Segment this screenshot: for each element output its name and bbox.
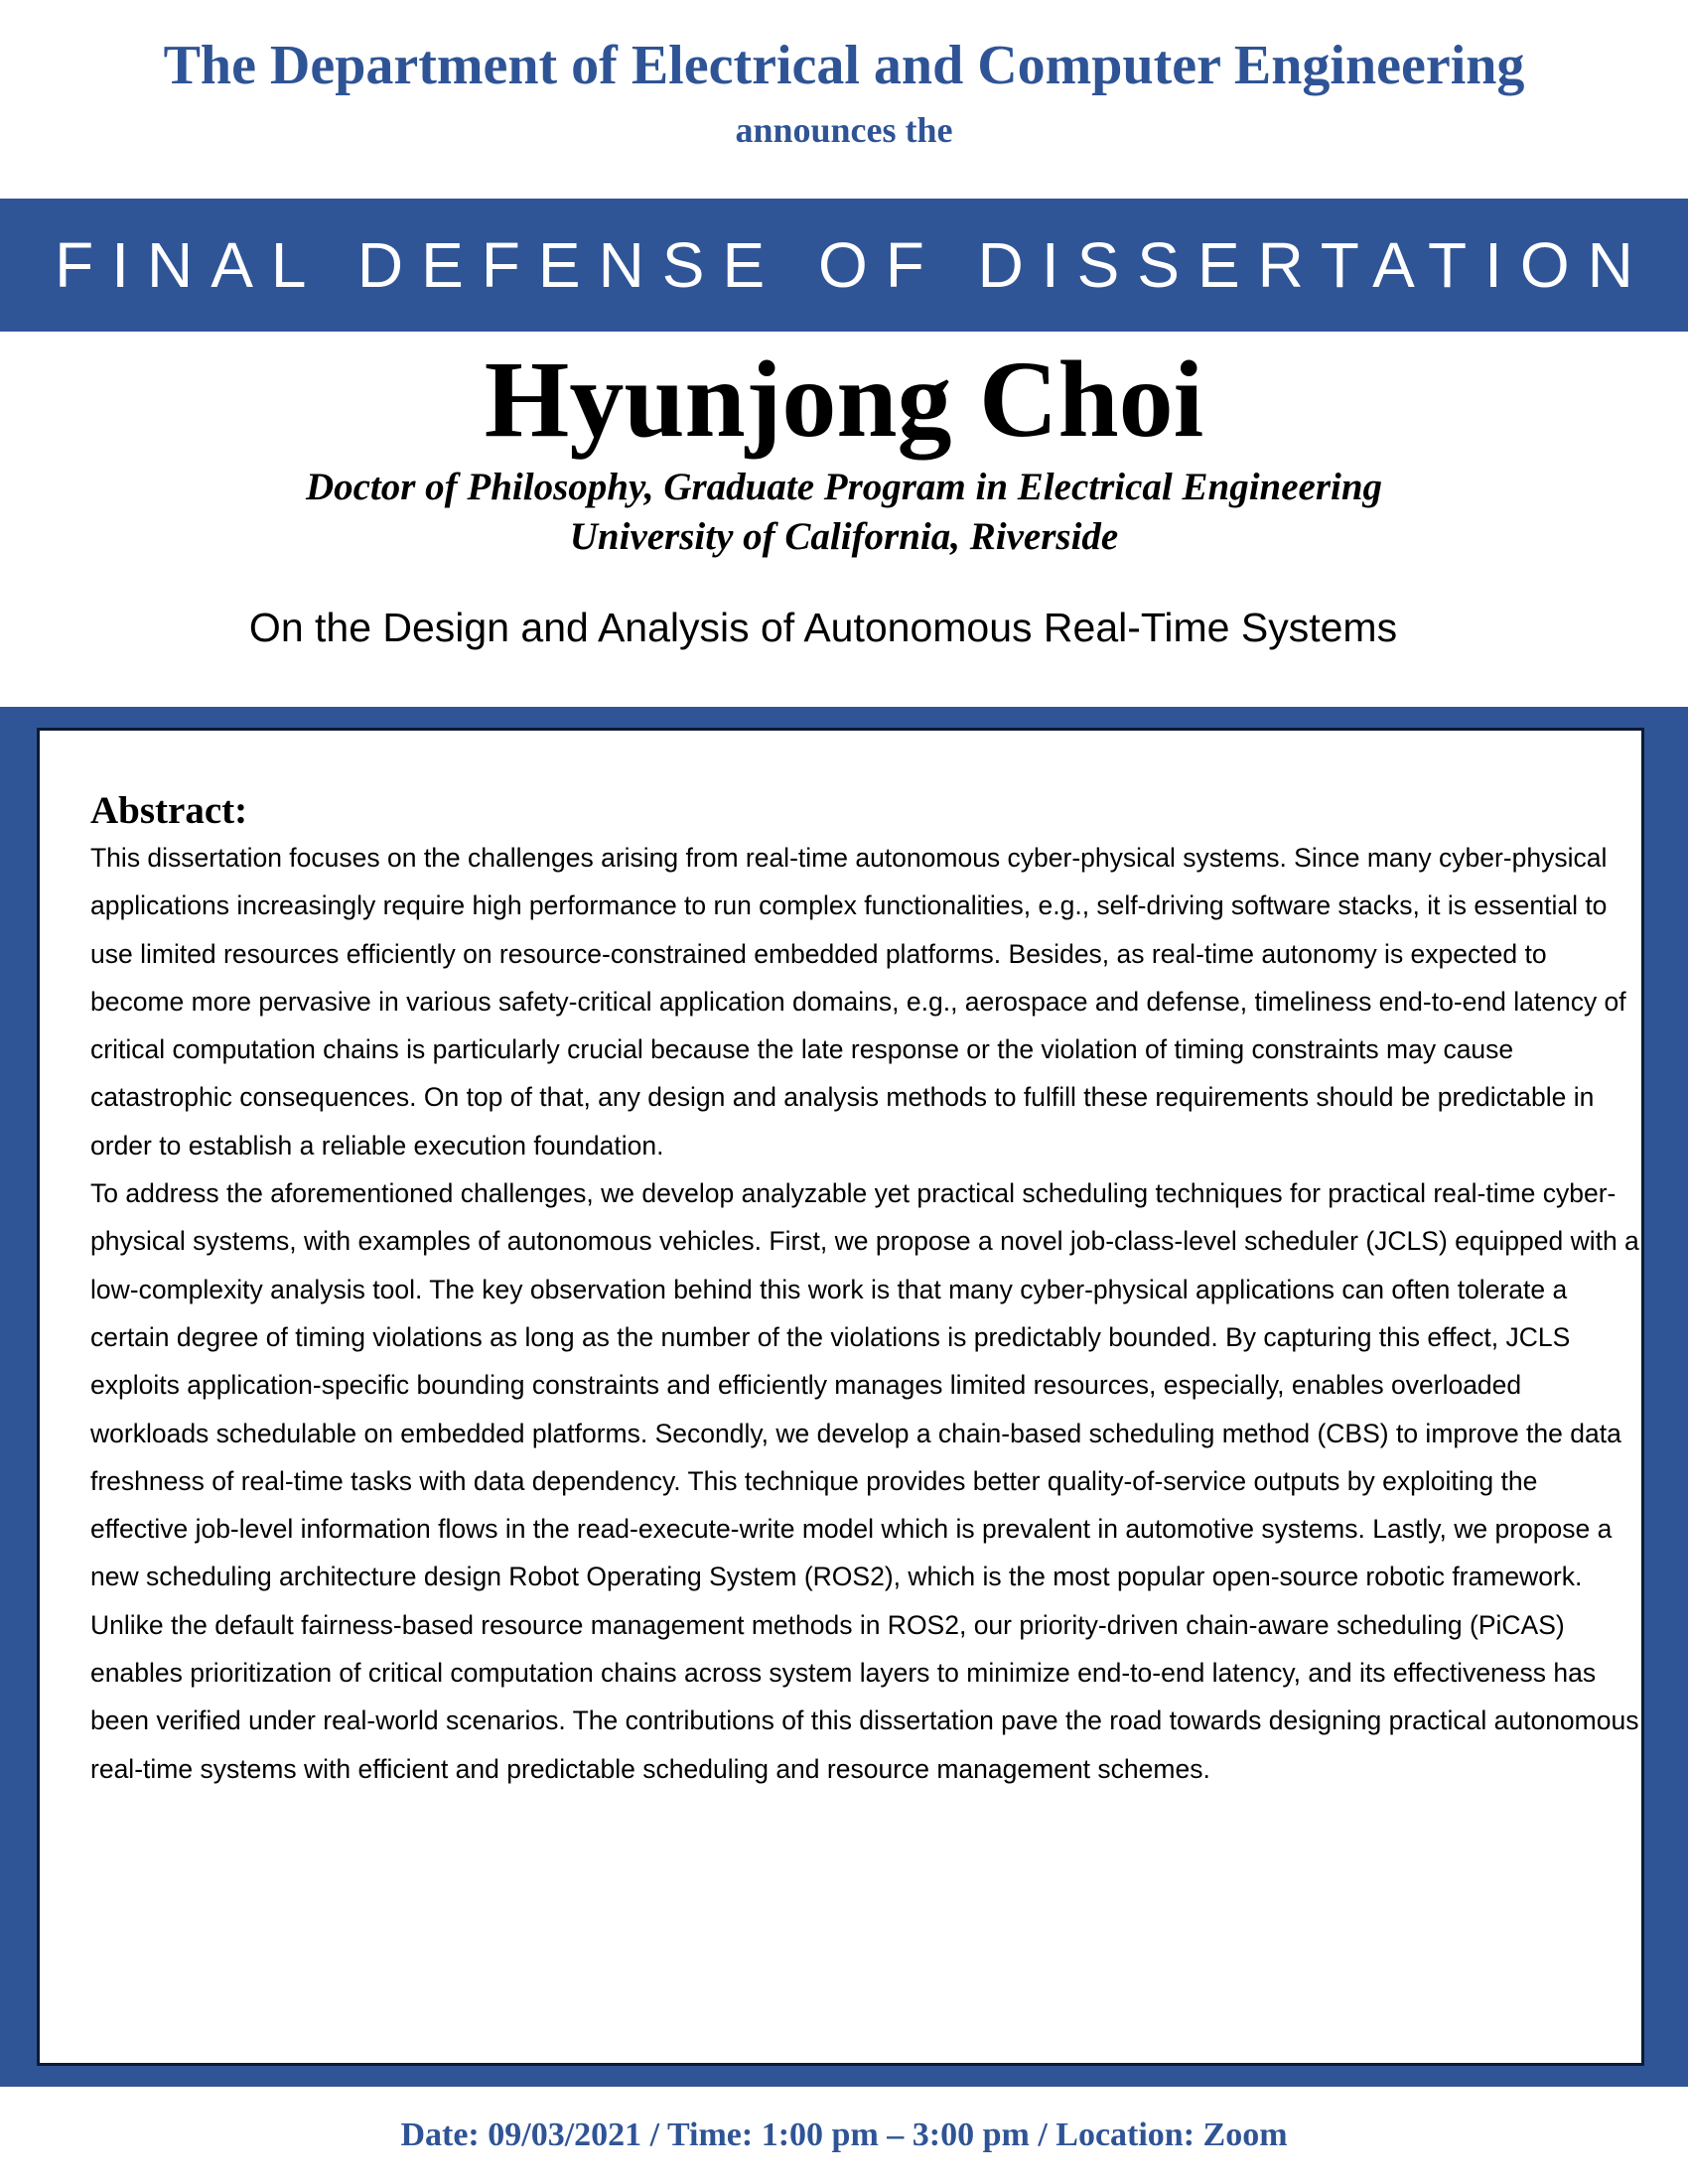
- candidate-university: University of California, Riverside: [569, 515, 1119, 558]
- banner-title: FINAL DEFENSE OF DISSERTATION: [55, 229, 1651, 301]
- abstract-heading: Abstract:: [90, 789, 248, 832]
- abstract-body: [90, 834, 1639, 1793]
- title-banner: [0, 199, 1688, 332]
- candidate-name: Hyunjong Choi: [484, 339, 1204, 460]
- abstract-paragraph: This dissertation focuses on the challenges arising from real-time autonomous cyber-physical systems. Since many cyber-physical applications increasingly require high performance to run complex functionalities, e.g., self-driving software stacks, it is essential to use limited resources efficiently on resource-constrained embedded platforms. Besides, as real-time autonomy is expected to become more pervasive in various safety-critical application domains, e.g., aerospace and defense, timeliness end-to-end latency of critical computation chains is particularly crucial because the late response or the violation of timing constraints may cause catastrophic consequences. On top of that, any design and analysis methods to fulfill these requirements should be predictable in order to establish a reliable execution foundation.: [90, 843, 1626, 1160]
- abstract-paragraph: To address the aforementioned challenges, we develop analyzable yet practical scheduling techniques for practical real-time cyber-physical systems, with examples of autonomous vehicles. First, we propose a novel job-class-level scheduler (JCLS) equipped with a low-complexity analysis tool. The key observation behind this work is that many cyber-physical applications can often tolerate a certain degree of timing violations as long as the number of the violations is predictably bounded. By capturing this effect, JCLS exploits application-specific bounding constraints and efficiently manages limited resources, especially, enables overloaded workloads schedulable on embedded platforms. Secondly, we develop a chain-based scheduling method (CBS) to improve the data freshness of real-time tasks with data dependency. This technique provides better quality-of-service outputs by exploiting the effective job-level information flows in the read-execute-write model which is prevalent in automotive systems. Lastly, we propose a new scheduling architecture design Robot Operating System (ROS2), which is the most popular open-source robotic framework. Unlike the default fairness-based resource management methods in ROS2, our priority-driven chain-aware scheduling (PiCAS) enables prioritization of critical computation chains across system layers to minimize end-to-end latency, and its effectiveness has been verified under real-world scenarios. The contributions of this dissertation pave the road towards designing practical autonomous real-time systems with efficient and predictable scheduling and resource management schemes.: [90, 1178, 1639, 1784]
- dissertation-title: On the Design and Analysis of Autonomous Real-Time Systems: [248, 605, 1398, 650]
- candidate-degree: Doctor of Philosophy, Graduate Program in Electrical Engineering: [305, 466, 1383, 508]
- department-title: The Department of Electrical and Computer Engineering: [163, 35, 1525, 96]
- abstract-box: [37, 728, 1644, 2066]
- announces-text: announces the: [735, 110, 953, 150]
- event-details: Date: 09/03/2021 / Time: 1:00 pm – 3:00 pm / Location: Zoom: [400, 2116, 1288, 2153]
